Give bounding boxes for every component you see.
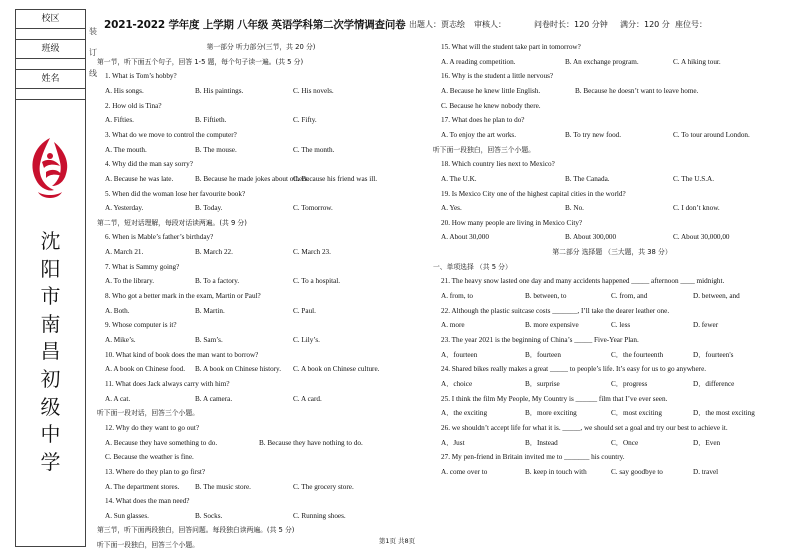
answer-option[interactable]: C. A book on Chinese culture. — [293, 365, 380, 374]
question-text: 24. Shared bikes really makes a great _____ to people’s life. It’s easy for us to go anywhere. — [441, 365, 707, 374]
school-char: 昌 — [40, 339, 61, 364]
answer-option[interactable]: C. Because his friend was ill. — [293, 174, 378, 183]
answer-option[interactable]: A. To enjoy the art works. — [441, 130, 517, 139]
answer-option[interactable]: B. more expensive — [525, 321, 579, 330]
answer-option[interactable]: A. Yesterday. — [105, 204, 144, 213]
answer-option[interactable]: D．difference — [693, 379, 735, 388]
answer-option[interactable]: C. Paul. — [293, 306, 316, 315]
name-label: 姓名 — [16, 70, 85, 89]
answer-option[interactable]: B. No. — [565, 204, 584, 213]
section-heading: 第二节，短对话理解，每段对话读两遍。(共 9 分) — [97, 218, 247, 227]
school-char: 初 — [40, 366, 61, 391]
answer-option[interactable]: B. A camera. — [195, 394, 233, 403]
answer-option[interactable]: C. The U.S.A. — [673, 174, 714, 183]
answer-option[interactable]: A．Just — [441, 438, 465, 447]
question-text: 20. How many people are living in Mexico City? — [441, 218, 583, 227]
question-text: 25. I think the film My People, My Country is ______ film that I’ve ever seen. — [441, 394, 668, 403]
answer-option[interactable]: C. A card. — [293, 394, 322, 403]
answer-option[interactable]: B. About 300,000 — [565, 233, 617, 242]
binding-char: 装 — [89, 27, 97, 36]
answer-option[interactable]: B. Because he doesn’t want to leave home. — [575, 86, 699, 95]
section-heading: 听下面一段独白，回答三个小题。 — [97, 541, 199, 550]
answer-option[interactable]: C. I don’t know. — [673, 204, 720, 213]
exam-header — [104, 17, 794, 31]
answer-option[interactable]: A. Both. — [105, 306, 130, 315]
answer-option[interactable]: A. Because they have something to do. — [105, 438, 218, 447]
answer-option[interactable]: B. between, to — [525, 292, 567, 301]
answer-option[interactable]: A. March 21. — [105, 248, 144, 257]
school-char: 阳 — [40, 256, 61, 281]
question-text: 9. Whose computer is it? — [105, 321, 177, 330]
answer-option[interactable]: B. Socks. — [195, 511, 223, 520]
answer-option[interactable]: C. March 23. — [293, 248, 331, 257]
question-text: 26. we shouldn’t accept life for what it is. _____, we should set a goal and try our best to achieve it. — [441, 423, 728, 432]
answer-option[interactable]: A. Because he was late. — [105, 174, 174, 183]
student-info-sidebar — [15, 9, 86, 547]
answer-option[interactable]: A．choice — [441, 379, 473, 388]
answer-option[interactable]: B. An exchange program. — [565, 57, 639, 66]
answer-option[interactable]: B. Martin. — [195, 306, 225, 315]
question-text: 3. What do we move to control the computer? — [105, 130, 237, 139]
question-text: C. Because the weather is fine. — [105, 453, 194, 462]
answer-option[interactable]: D．Even — [693, 438, 721, 447]
page-number: 第1页 共8页 — [378, 537, 416, 545]
answer-option[interactable]: B. His paintings. — [195, 86, 244, 95]
answer-option[interactable]: B．surprise — [525, 379, 560, 388]
answer-option[interactable]: C. The grocery store. — [293, 482, 354, 491]
section-heading: 听下面一段对话，回答三个小题。 — [97, 409, 199, 418]
binding-char: 线 — [89, 69, 97, 78]
answer-option[interactable]: B. Because he made jokes about others. — [195, 174, 310, 183]
answer-option[interactable]: C. Tomorrow. — [293, 204, 333, 213]
answer-option[interactable]: A. The mouth. — [105, 145, 147, 154]
campus-field[interactable] — [16, 29, 85, 40]
answer-option[interactable]: C．the fourteenth — [611, 350, 664, 359]
answer-option[interactable]: B. A book on Chinese history. — [195, 365, 281, 374]
answer-option[interactable]: D. between, and — [693, 292, 740, 301]
question-text: 13. Where do they plan to go first? — [105, 467, 206, 476]
answer-option[interactable]: B. Fiftieth. — [195, 116, 227, 125]
question-text: 11. What does Jack always carry with him? — [105, 379, 230, 388]
answer-option[interactable]: B. March 22. — [195, 248, 233, 257]
question-text: 21. The heavy snow lasted one day and many accidents happened _____ afternoon ____ midnight. — [441, 277, 725, 286]
question-text: 23. The year 2021 is the beginning of China’s _____ Five-Year Plan. — [441, 336, 639, 344]
question-text: 22. Although the plastic suitcase costs _______, I’ll take the dearer leather one. — [441, 306, 670, 315]
question-text: C. Because he knew nobody there. — [441, 101, 541, 110]
answer-option[interactable]: A. The U.K. — [441, 174, 477, 183]
answer-option[interactable]: A. Because he knew little English. — [441, 86, 541, 95]
answer-option[interactable]: A. come over to — [441, 467, 488, 476]
answer-option[interactable]: A. Yes. — [441, 204, 462, 213]
question-text: 14. What does the man need? — [105, 497, 190, 506]
answer-option[interactable]: A. About 30,000 — [441, 233, 489, 242]
class-label: 班级 — [16, 40, 85, 59]
answer-option[interactable]: B. To try new food. — [565, 130, 622, 139]
section-heading: 第一节，听下面五个句子，回答 1-5 题，每个句子读一遍。(共 5 分) — [97, 57, 304, 66]
answer-option[interactable]: C. A hiking tour. — [673, 57, 721, 66]
full-score: 满分：120 分 — [620, 20, 670, 29]
answer-option[interactable]: A. Fifties. — [105, 116, 134, 125]
answer-option[interactable]: A. A book on Chinese food. — [105, 365, 186, 374]
binding-line-label — [89, 26, 97, 79]
school-name — [16, 228, 85, 476]
answer-option[interactable]: B. Because they have nothing to do. — [259, 438, 363, 447]
exam-title: 2021-2022 学年度 上学期 八年级 英语学科第二次学情调查问卷 — [104, 19, 406, 31]
answer-option[interactable]: A．the exciting — [441, 409, 488, 418]
school-logo-icon — [24, 132, 76, 204]
answer-option[interactable]: B. To a factory. — [195, 277, 240, 286]
answer-option[interactable]: C. The month. — [293, 145, 335, 154]
answer-option[interactable]: A. His songs. — [105, 86, 144, 95]
answer-option[interactable]: A. To the library. — [105, 277, 154, 286]
answer-option[interactable]: C. About 30,000,00 — [673, 233, 730, 242]
answer-option[interactable]: A. The department stores. — [105, 482, 180, 491]
binding-char: 订 — [89, 48, 97, 57]
answer-option[interactable]: B. Sam’s. — [195, 336, 223, 344]
question-text: 19. Is Mexico City one of the highest capital cities in the world? — [441, 189, 626, 198]
answer-option[interactable]: A．fourteen — [441, 350, 478, 359]
answer-option[interactable]: C．Once — [611, 438, 639, 447]
answer-option[interactable]: A. A reading competition. — [441, 57, 516, 66]
answer-option[interactable]: B. The music store. — [195, 482, 251, 491]
question-text: 2. How old is Tina? — [105, 101, 162, 110]
school-char: 中 — [40, 422, 61, 447]
question-text: 1. What is Tom’s hobby? — [105, 72, 177, 81]
author: 出题人：贾志绘 — [409, 20, 465, 29]
school-char: 学 — [40, 449, 61, 474]
question-text: 16. Why is the student a little nervous? — [441, 72, 554, 81]
answer-option[interactable]: C．most exciting — [611, 409, 662, 418]
answer-option[interactable]: B. The mouse. — [195, 145, 237, 154]
question-text: 7. What is Sammy going? — [105, 262, 180, 271]
answer-option[interactable]: C. To a hospital. — [293, 277, 341, 286]
section-heading: 一、单项选择 （共 5 分） — [433, 262, 512, 271]
answer-option[interactable]: D．fourteen's — [693, 350, 734, 359]
question-text: 8. Who got a better mark in the exam, Martin or Paul? — [105, 292, 261, 301]
question-text: 10. What kind of book does the man want to borrow? — [105, 350, 259, 359]
answer-option[interactable]: B．fourteen — [525, 350, 561, 359]
answer-option[interactable]: A. A cat. — [105, 394, 131, 403]
section-heading: 听下面一段独白，回答三个小题。 — [433, 145, 535, 154]
school-char: 沈 — [40, 229, 61, 253]
question-text: 4. Why did the man say sorry? — [105, 160, 193, 169]
question-text: 17. What does he plan to do? — [441, 116, 525, 125]
section-heading: 第一部分 听力部分(三节，共 20 分) — [206, 43, 316, 51]
answer-option[interactable]: B. Today. — [195, 204, 223, 213]
answer-option[interactable]: B. keep in touch with — [525, 467, 587, 476]
answer-option[interactable]: A. more — [441, 321, 465, 330]
name-field[interactable] — [16, 89, 85, 100]
answer-option[interactable]: B. The Canada. — [565, 174, 610, 183]
answer-option[interactable]: C. say goodbye to — [611, 467, 663, 476]
answer-option[interactable]: C. To tour around London. — [673, 130, 750, 139]
answer-option[interactable]: D. travel — [693, 467, 719, 476]
section-heading: 第三节，听下面两段独白，回答问题。每段独白读两遍。(共 5 分) — [97, 526, 295, 535]
answer-option[interactable]: C. Lily’s. — [293, 336, 320, 344]
question-text: 12. Why do they want to go out? — [105, 423, 200, 432]
question-text: 6. When is Mable’s father’s birthday? — [105, 233, 214, 242]
class-field[interactable] — [16, 59, 85, 70]
answer-option[interactable]: A. Mike’s. — [105, 336, 136, 344]
answer-option[interactable]: D．the most exciting — [693, 409, 755, 418]
exam-duration: 问卷时长：120 分钟 — [534, 20, 608, 29]
reviewer: 审核人： — [474, 20, 506, 29]
answer-option[interactable]: C. His novels. — [293, 86, 334, 95]
question-text: 18. Which country lies next to Mexico? — [441, 160, 555, 169]
question-text: 27. My pen-friend in Britain invited me to _______ his country. — [441, 453, 625, 462]
question-text: 15. What will the student take part in tomorrow? — [441, 43, 581, 51]
answer-option[interactable]: C. from, and — [611, 292, 648, 301]
answer-option[interactable]: B．more exciting — [525, 409, 577, 418]
school-char: 南 — [40, 311, 61, 336]
answer-option[interactable]: C. Running shoes. — [293, 511, 346, 520]
seat-number: 座位号： — [675, 20, 707, 29]
question-text: 5. When did the woman lose her favourite book? — [105, 189, 246, 198]
answer-option[interactable]: D. fewer — [693, 321, 719, 330]
answer-option[interactable]: C. Fifty. — [293, 116, 317, 125]
school-char: 级 — [40, 394, 61, 419]
campus-label: 校区 — [16, 10, 85, 29]
answer-option[interactable]: B．Instead — [525, 438, 558, 447]
answer-option[interactable]: A. Sun glasses. — [105, 511, 149, 520]
section-heading: 第二部分 选择题 （三大题，共 38 分） — [552, 248, 672, 257]
answer-option[interactable]: C．progress — [611, 379, 648, 388]
answer-option[interactable]: A. from, to — [441, 292, 473, 301]
school-char: 市 — [40, 284, 61, 309]
answer-option[interactable]: C. less — [611, 321, 631, 330]
